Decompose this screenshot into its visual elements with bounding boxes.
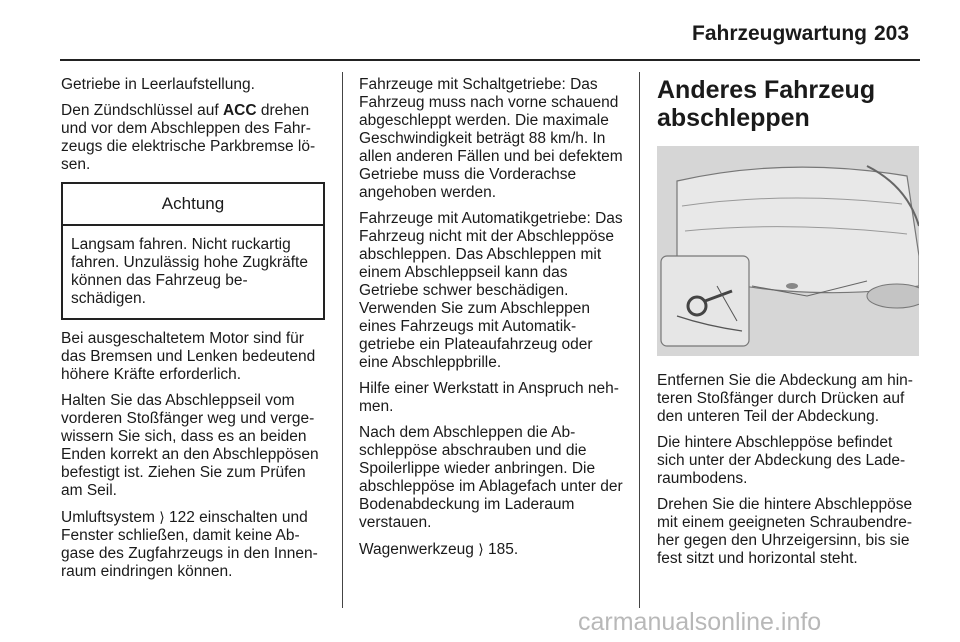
watermark: carmanualsonline.info xyxy=(578,608,822,636)
paragraph: Fahrzeuge mit Schaltgetriebe: Das Fahrzeug muss nach vorne schauend abgeschleppt werden. Die maximale Geschwindigkeit beträgt 88 km/h. In allen anderen Fällen und bei defektem Getriebe muss die Vorderachse angehoben werden. xyxy=(359,76,623,201)
text-run: Umluftsystem xyxy=(61,509,160,526)
text-column-1 xyxy=(61,76,325,589)
rear-bumper-tow-eye-illustration xyxy=(657,146,919,356)
paragraph: Halten Sie das Abschleppseil vom vorderen Stoßfänger weg und vergewissern Sie sich, dass es an beiden Enden korrekt an den Abschleppösen befestigt ist. Ziehen Sie zum Prüfen am Seil. xyxy=(61,392,319,499)
section-heading: Anderes Fahrzeug abschleppen xyxy=(657,76,876,132)
header-divider xyxy=(60,59,920,61)
paragraph: Bei ausgeschaltetem Motor sind für das Bremsen und Lenken bedeutend höhere Kräfte erforderlich. xyxy=(61,330,316,383)
paragraph: Getriebe in Leerlaufstellung. xyxy=(61,76,255,93)
paragraph: Fahrzeuge mit Automatikgetriebe: Das Fahrzeug nicht mit der Abschleppöse abschleppen. Das Abschleppen mit einem Abschleppseil kann das Getriebe schwer beschädigen. Verwenden Sie zum Abschleppen eines Fahrzeugs mit Automatikgetriebe ein Plateaufahrzeug oder eine Abschleppbrille. xyxy=(359,210,623,371)
paragraph: Hilfe einer Werkstatt in Anspruch nehmen. xyxy=(359,380,619,415)
paragraph: Nach dem Abschleppen die Abschleppöse abschrauben und die Spoilerlippe wieder anbringen. Die abschleppöse im Ablagefach unter der Bodenabdeckung im Laderaum verstauen. xyxy=(359,424,623,531)
section-title: Fahrzeugwartung xyxy=(692,22,868,45)
text-run: Wagenwerkzeug xyxy=(359,541,479,558)
tow-eye-drawing-icon xyxy=(657,146,919,356)
column-divider-1 xyxy=(342,72,343,608)
key-position-acc: ACC xyxy=(222,102,257,119)
paragraph xyxy=(61,102,325,174)
paragraph: Drehen Sie die hintere Abschleppöse mit einem geeigneten Schraubendreher gegen den Uhrzeigersinn, bis sie fest sitzt und horizontal steht. xyxy=(657,496,913,567)
text-run: drehen und vor dem Abschleppen des Fahrzeugs die elektrische Parkbremse lösen. xyxy=(61,102,316,173)
paragraph xyxy=(61,508,325,581)
paragraph: Die hintere Abschleppöse befindet sich unter der Abdeckung des Laderaumbodens. xyxy=(657,434,906,487)
page-number: 203 xyxy=(874,22,910,45)
column-divider-2 xyxy=(639,72,640,608)
text-run: Den Zündschlüssel auf xyxy=(61,102,223,119)
text-column-2 xyxy=(359,76,625,567)
page-reference-arrow-icon: ⟩ xyxy=(159,509,165,525)
text-run: 122 einschalten und Fenster schließen, damit keine Abgase des Zugfahrzeugs in den Innenraum eindringen können. xyxy=(61,509,318,580)
warning-title: Achtung xyxy=(63,184,323,226)
paragraph xyxy=(359,540,625,559)
warning-text: Langsam fahren. Nicht ruckartig fahren. Unzulässig hohe Zugkräfte können das Fahrzeug beschädigen. xyxy=(71,236,308,307)
paragraph: Entfernen Sie die Abdeckung am hinteren Stoßfänger durch Drücken auf den unteren Teil der Abdeckung. xyxy=(657,372,913,425)
text-run: 185. xyxy=(483,541,519,558)
page-reference-arrow-icon: ⟩ xyxy=(478,541,484,557)
warning-box xyxy=(61,182,325,320)
text-column-3 xyxy=(657,76,921,576)
